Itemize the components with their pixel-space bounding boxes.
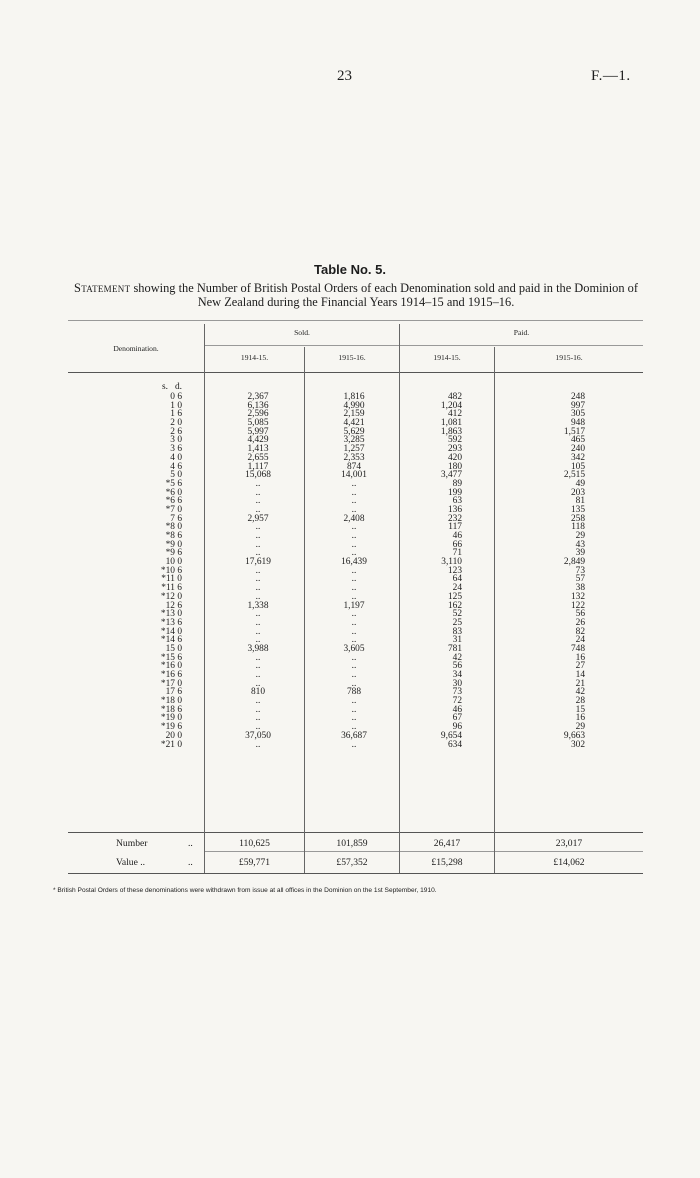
sold-1914-cell: 6,136 (247, 400, 269, 411)
sold-1914-cell: .. (255, 591, 261, 602)
statement-text: showing the Number of British Postal Orders of each Denomination sold and paid in the Dominion of New Zealand during the Financial Years 1914–15 and 1915–16. (130, 281, 638, 309)
denominations-cell: *15 6 (160, 652, 182, 663)
sold-1915-cell: 2,353 (343, 452, 365, 463)
denominations-cell: 2 0 (170, 418, 182, 429)
sold-1914-cell: .. (255, 531, 261, 541)
paid-1915-cell: 16 (575, 652, 585, 663)
sold-1914-cell: .. (255, 722, 261, 733)
paid-1915-cell: 26 (575, 617, 585, 628)
paid-1915-cell: 28 (575, 696, 585, 707)
paid-1914-cell: 3,110 (441, 557, 462, 568)
paid-1914-cell: 1,081 (440, 418, 462, 429)
denominations-cell: 17 6 (165, 687, 182, 698)
paid-1914-cell: 592 (447, 435, 462, 446)
paid-1915-cell: 465 (570, 435, 585, 446)
paid-1915-cell: 38 (575, 583, 585, 594)
value-paid-1914: £15,298 (431, 857, 463, 868)
table-bottom-rule (68, 873, 643, 874)
paid-1914-header: 1914-15. (433, 353, 461, 362)
header-bottom-rule (68, 372, 643, 373)
sold-1914-cell: .. (255, 704, 261, 715)
paid-1915-cell: 305 (570, 409, 585, 420)
paid-1914-cell: 30 (452, 678, 462, 689)
paid-1914-cell: 781 (447, 643, 462, 654)
paid-1915-cell: 73 (575, 565, 585, 576)
paid-1914-cell: 56 (452, 661, 462, 672)
statement-lead: Statement (74, 281, 131, 295)
sold-1914-cell: .. (255, 583, 261, 594)
sold-1915-cell: .. (351, 670, 357, 680)
value-paid-1915: £14,062 (553, 857, 585, 868)
paid-1915-cell: 342 (570, 452, 585, 463)
denominations-cell: *13 6 (160, 617, 182, 628)
paid-1915-cell: 16 (575, 713, 585, 724)
paid-1914-cell: 1,863 (440, 426, 462, 437)
sold-1914-cell: .. (255, 626, 261, 637)
number-paid-1915: 23,017 (555, 838, 583, 849)
sold-1915-cell: .. (351, 739, 357, 750)
sold-1915-cell: 2,408 (343, 513, 365, 524)
sold-1915-cell: .. (351, 565, 357, 576)
paid-1915-cell: 2,849 (563, 557, 585, 568)
sold-1914-cell: 2,367 (247, 392, 269, 402)
number-paid-1914: 26,417 (433, 838, 461, 849)
denominations-cell: *18 0 (160, 696, 182, 707)
denominations-cell: 4 6 (170, 461, 182, 472)
denominations-cell: 2 6 (170, 426, 182, 437)
paid-1915-cell: 29 (575, 722, 585, 733)
paid-1915-header: 1915-16. (555, 353, 583, 362)
sold-1915-cell: .. (351, 591, 357, 602)
sold-1914-cell: 17,619 (245, 557, 271, 568)
sold-1914-cell: .. (255, 739, 261, 750)
paid-1915-cell: 14 (575, 670, 585, 680)
page-code: F.—1. (591, 68, 631, 84)
sold-1915-cell: .. (351, 548, 357, 559)
sold-paid-underline (205, 345, 643, 346)
sold-1914-cell: 5,085 (247, 418, 269, 429)
paid-1915-cell: 258 (570, 513, 585, 524)
denomination-column (108, 393, 182, 749)
sold-1915-cell: .. (351, 487, 357, 498)
denominations-cell: *18 6 (160, 704, 182, 715)
paid-1914-cell: 162 (447, 600, 462, 611)
sold-1914-header: 1914-15. (240, 353, 269, 362)
table-title: Table No. 5. (314, 262, 386, 277)
sold-1915-cell: 5,629 (343, 426, 365, 437)
paid-1915-cell: 49 (575, 478, 585, 489)
paid-1914-cell: 3,477 (440, 470, 462, 481)
denominations-cell: 0 6 (170, 392, 182, 402)
sold-1915-cell: .. (351, 617, 357, 628)
page-number: 23 (337, 68, 352, 84)
paid-1914-cell: 117 (448, 522, 462, 533)
paid-1914-cell: 199 (447, 487, 462, 498)
sold-1914-cell: 3,988 (247, 643, 269, 654)
sold-1914-cell: .. (255, 522, 261, 533)
sold-1915-cell: .. (351, 713, 357, 724)
sold-1915-cell: .. (351, 478, 357, 489)
paid-1915-cell: 948 (570, 418, 585, 429)
sold-1914-cell: .. (255, 565, 261, 576)
denominations-cell: *14 0 (160, 626, 182, 637)
paid-1915-cell: 1,517 (563, 426, 585, 437)
denominations-cell: *6 6 (165, 496, 182, 507)
paid-1914-cell: 34 (452, 670, 462, 680)
paid-1914-cell: 89 (452, 478, 462, 489)
paid-1914-cell: 9,654 (440, 730, 462, 741)
sold-1914-cell: 5,997 (247, 426, 269, 437)
sold-1914-cell: .. (255, 548, 261, 559)
sold-1915-cell: .. (351, 635, 357, 646)
denominations-cell: *21 0 (160, 739, 182, 750)
sold-1915-cell: 4,990 (343, 400, 365, 411)
paid-1915-cell: 748 (570, 643, 585, 654)
denominations-cell: 1 6 (170, 409, 182, 420)
paid-1915-cell: 43 (575, 539, 585, 550)
sold-1915-cell: 1,257 (343, 444, 365, 455)
paid-1914-column (400, 393, 462, 749)
denominations-cell: *5 6 (165, 478, 182, 489)
paid-1914-cell: 52 (452, 609, 462, 620)
top-rule (68, 320, 643, 321)
sold-1915-cell: 1,816 (343, 392, 365, 402)
sold-1914-cell: .. (255, 678, 261, 689)
paid-1915-cell: 39 (575, 548, 585, 559)
denominations-cell: *13 0 (160, 609, 182, 620)
totals-top-rule (68, 832, 643, 833)
sold-1915-cell: .. (351, 539, 357, 550)
paid-1915-cell: 21 (575, 678, 585, 689)
denominations-cell: *11 6 (161, 583, 182, 594)
sold-1915-cell: 36,687 (341, 730, 367, 741)
paid-1914-cell: 136 (447, 504, 462, 515)
sold-1914-cell: 15,068 (245, 470, 271, 481)
sold-1914-cell: .. (255, 696, 261, 707)
paid-1915-cell: 42 (575, 687, 585, 698)
value-sold-1915: £57,352 (336, 857, 368, 868)
paid-1915-cell: 82 (575, 626, 585, 637)
paid-1914-cell: 25 (452, 617, 462, 628)
number-sold-1915: 101,859 (336, 838, 368, 849)
denominations-cell: *10 6 (160, 565, 182, 576)
sold-1915-cell: 14,001 (341, 470, 367, 481)
paid-1914-cell: 24 (452, 583, 462, 594)
sold-1915-cell: 3,605 (343, 643, 365, 654)
denominations-cell: 20 0 (165, 730, 182, 741)
sold-1914-cell: 4,429 (247, 435, 269, 446)
paid-1915-cell: 56 (575, 609, 585, 620)
sold-1915-column (314, 393, 394, 749)
denominations-cell: 7 6 (170, 513, 182, 524)
sold-1915-cell: 874 (346, 461, 362, 472)
footnote: * British Postal Orders of these denominations were withdrawn from issue at all offices in the Dominion on the 1st September, 1910. (53, 887, 437, 894)
sold-1915-cell: 2,159 (343, 409, 365, 420)
sold-1914-cell: .. (255, 504, 261, 515)
denominations-cell: *9 0 (165, 539, 182, 550)
paid-1915-cell: 118 (571, 522, 585, 533)
sold-1914-cell: .. (255, 713, 261, 724)
postal-orders-table (68, 320, 643, 876)
paid-header: Paid. (513, 328, 530, 337)
paid-1914-cell: 31 (452, 635, 462, 646)
paid-1915-cell: 81 (575, 496, 585, 507)
sold-1914-cell: 37,050 (245, 730, 271, 741)
number-sold-1914: 110,625 (239, 838, 270, 849)
paid-1914-cell: 66 (452, 539, 462, 550)
sold-1914-cell: 810 (250, 687, 266, 698)
sold-1914-cell: .. (255, 496, 261, 507)
sold-1914-cell: .. (255, 574, 261, 585)
denominations-cell: *8 6 (165, 531, 182, 541)
paid-1915-cell: 997 (570, 400, 585, 411)
statement-caption (66, 281, 646, 309)
denominations-cell: *17 0 (160, 678, 182, 689)
sold-1915-cell: .. (351, 496, 357, 507)
denominations-cell: 3 0 (170, 435, 182, 446)
paid-1914-cell: 125 (447, 591, 462, 602)
sold-1915-cell: .. (351, 583, 357, 594)
paid-1915-cell: 29 (575, 531, 585, 541)
sold-1914-cell: .. (255, 478, 261, 489)
sold-1915-header: 1915-16. (338, 353, 366, 362)
denominations-cell: *8 0 (165, 522, 182, 533)
denominations-cell: 1 0 (170, 400, 182, 411)
sold-1914-cell: .. (255, 670, 261, 680)
paid-1914-cell: 73 (452, 687, 462, 698)
denominations-cell: *16 0 (160, 661, 182, 672)
paid-1915-column (495, 393, 585, 749)
sold-1915-cell: .. (351, 678, 357, 689)
sold-1915-cell: .. (351, 531, 357, 541)
paid-1915-cell: 15 (575, 704, 585, 715)
denominations-cell: *7 0 (165, 504, 182, 515)
paid-1915-cell: 27 (575, 661, 585, 672)
paid-1914-cell: 634 (447, 739, 462, 750)
sold-1915-cell: .. (351, 522, 357, 533)
paid-1915-cell: 9,663 (563, 730, 585, 741)
sold-1914-cell: .. (255, 487, 261, 498)
paid-1914-cell: 180 (447, 461, 462, 472)
sold-1915-cell: .. (351, 609, 357, 620)
denominations-cell: 4 0 (170, 452, 182, 463)
sold-1914-cell: 1,413 (247, 444, 269, 455)
sold-1914-cell: .. (255, 652, 261, 663)
units-label: s. d. (161, 382, 182, 392)
sold-1915-cell: .. (351, 696, 357, 707)
number-label: Number (116, 838, 148, 849)
denomination-header: Denomination. (113, 344, 159, 353)
denominations-cell: 12 6 (165, 600, 182, 611)
sold-1915-cell: .. (351, 704, 357, 715)
sold-1914-cell: .. (255, 609, 261, 620)
paid-1915-cell: 132 (570, 591, 585, 602)
paid-1915-cell: 57 (575, 574, 585, 585)
paid-1914-cell: 420 (447, 452, 462, 463)
paid-1914-cell: 482 (447, 392, 462, 402)
paid-1915-cell: 240 (570, 444, 585, 455)
paid-1914-cell: 46 (452, 531, 462, 541)
divider-1 (204, 324, 205, 873)
paid-1914-cell: 83 (452, 626, 462, 637)
paid-1914-cell: 412 (447, 409, 462, 420)
paid-1915-cell: 2,515 (563, 470, 585, 481)
sold-1915-cell: .. (351, 574, 357, 585)
denominations-cell: *6 0 (165, 487, 182, 498)
sold-1915-cell: 1,197 (343, 600, 365, 611)
paid-1914-cell: 71 (452, 548, 462, 559)
paid-1914-cell: 67 (452, 713, 462, 724)
number-dots: .. (188, 838, 193, 849)
denominations-cell: 5 0 (170, 470, 182, 481)
sold-1914-cell: 2,957 (247, 513, 269, 524)
sold-1915-cell: .. (351, 626, 357, 637)
paid-1914-cell: 293 (447, 444, 462, 455)
sold-1915-cell: 16,439 (341, 557, 367, 568)
denominations-cell: 15 0 (165, 643, 182, 654)
sold-1914-cell: 1,338 (247, 600, 269, 611)
denominations-cell: *16 6 (160, 670, 182, 680)
sold-1914-column (218, 393, 298, 749)
value-dots: .. (188, 857, 193, 868)
paid-1914-cell: 46 (452, 704, 462, 715)
denominations-cell: *14 6 (160, 635, 182, 646)
sold-1914-cell: .. (255, 635, 261, 646)
paid-1914-cell: 96 (452, 722, 462, 733)
sold-1915-cell: .. (351, 722, 357, 733)
paid-1914-cell: 63 (452, 496, 462, 507)
paid-1914-cell: 72 (452, 696, 462, 707)
paid-1914-cell: 1,204 (440, 400, 462, 411)
paid-1915-cell: 203 (570, 487, 585, 498)
denominations-cell: *9 6 (165, 548, 182, 559)
paid-1915-cell: 24 (575, 635, 585, 646)
paid-1915-cell: 122 (570, 600, 585, 611)
sold-1914-cell: .. (255, 617, 261, 628)
denominations-cell: *11 0 (161, 574, 182, 585)
sold-1914-cell: .. (255, 539, 261, 550)
denominations-cell: *12 0 (160, 591, 182, 602)
paid-1914-cell: 42 (452, 652, 462, 663)
paid-1915-cell: 105 (570, 461, 585, 472)
totals-mid-rule (205, 851, 643, 852)
sold-1914-cell: 1,117 (247, 461, 269, 472)
value-sold-1914: £59,771 (238, 857, 271, 868)
denominations-cell: 10 0 (165, 557, 182, 568)
sold-1914-cell: 2,596 (247, 409, 269, 420)
sold-1915-cell: .. (351, 652, 357, 663)
paid-1914-cell: 232 (447, 513, 462, 524)
denominations-cell: 3 6 (170, 444, 182, 455)
sold-1915-cell: .. (351, 661, 357, 672)
sold-1914-cell: 2,655 (247, 452, 269, 463)
sold-header: Sold. (294, 328, 310, 337)
sold-1915-cell: .. (351, 504, 357, 515)
sold-1915-cell: 3,285 (343, 435, 365, 446)
denominations-cell: *19 0 (160, 713, 182, 724)
sold-1914-cell: .. (255, 661, 261, 672)
paid-1915-cell: 302 (570, 739, 585, 750)
divider-2 (304, 347, 305, 873)
paid-1914-cell: 123 (447, 565, 462, 576)
sold-1915-cell: 788 (346, 687, 362, 698)
paid-1914-cell: 64 (452, 574, 462, 585)
value-label: Value .. (116, 857, 146, 868)
sold-1915-cell: 4,421 (343, 418, 365, 429)
paid-1915-cell: 248 (570, 392, 585, 402)
paid-1915-cell: 135 (570, 504, 585, 515)
denominations-cell: *19 6 (160, 722, 182, 733)
